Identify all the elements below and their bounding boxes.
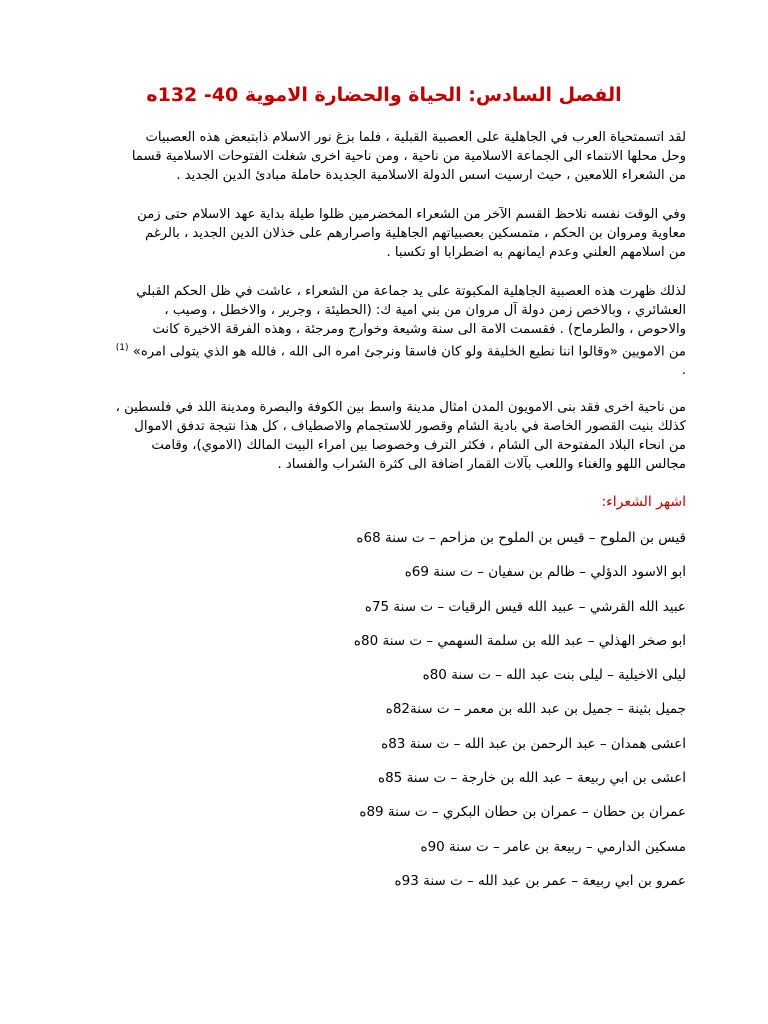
- chapter-title: الفصل السادس: الحياة والحضارة الاموية 40- 132ه: [146, 84, 622, 106]
- poets-list: [186, 530, 686, 907]
- poet-entry: مسكين الدارمي – ربيعة بن عامر – ت سنة 90ه: [420, 838, 686, 855]
- footnote-marker: (1): [115, 343, 129, 353]
- paragraph-line: وحل محلها الانتماء الى الجماعة الاسلامية من ناحية ، ومن ناحية اخرى شغلت الفتوحات الاسلامية قسما: [131, 149, 686, 164]
- poet-entry: عبيد الله القرشي – عبيد الله قيس الرقيات – ت سنة 75ه: [364, 598, 686, 615]
- paragraph-line: والاحوص ، والطرماح) . فقسمت الامة الى سنة وشيعة وخوارج ومرجئة ، وهذه الفرقة الاخيرة كانت: [152, 322, 686, 337]
- paragraph-line: من ناحية اخرى فقد بنى الامويون المدن امثال مدينة واسط بين الكوفة والبصرة ومدينة اللد في فلسطين ،: [115, 400, 686, 415]
- paragraph-cities: [76, 398, 686, 474]
- poet-entry: ابو صخر الهذلي – عبد الله بن سلمة السهمي – ت سنة 80ه: [353, 632, 686, 649]
- paragraph-line: كذلك بنيت القصور الخاصة في بادية الشام وقصور للاستجمام والاصطياف ، كل هذا نتيجة تدفق الاموال: [134, 419, 686, 434]
- poets-heading: اشهر الشعراء:: [601, 494, 686, 510]
- paragraph-line: من اسلامهم العلني وعدم ايمانهم به اضطرابا او تكسبا .: [386, 245, 686, 260]
- paragraph-line: العشائري ، وبالاخص زمن دولة آل مروان من بني امية ك: (الحطيئة ، وجرير ، والاخطل ، وصيب ،: [164, 303, 686, 318]
- paragraph-line: وفي الوقت نفسه نلاحظ القسم الآخر من الشعراء المخضرمين ظلوا طيلة بداية عهد الاسلام حتى زمن: [137, 207, 686, 222]
- poet-entry: قيس بن الملوح – قيس بن الملوح بن مزاحم – ت سنة 68ه: [356, 530, 686, 546]
- paragraph-intro: [76, 128, 686, 185]
- poet-entry: ابو الاسود الدؤلي – ظالم بن سفيان – ت سنة 69ه: [404, 564, 686, 581]
- poet-entry: عمران بن حطان – عمران بن حطان البكري – ت سنة 89ه: [359, 804, 686, 821]
- poet-entry: عمرو بن ابي ربيعة – عمر بن عبد الله – ت سنة 93ه: [394, 872, 686, 889]
- paragraph-line-text: من الامويين «وقالوا اننا نطيع الخليفة ولو كان فاسقا ونرجئ امره الى الله ، فالله هو الذي يتولى امره»: [132, 344, 686, 360]
- paragraph-line: لقد اتسمتحياة العرب في الجاهلية على العصبية القبلية ، فلما بزغ نور الاسلام ذابتبعض هذه العصبيات: [145, 130, 686, 145]
- paragraph-line: من انحاء البلاد المفتوحة الى الشام ، فكثر الترف وخصوصا بين امراء البيت المالك (الاموي)، وقامت: [151, 438, 686, 453]
- poet-entry: اعشى همدان – عبد الرحمن بن عبد الله – ت سنة 83ه: [381, 735, 686, 752]
- poet-entry: جميل بثينة – جميل بن عبد الله بن معمر – ت سنة82ه: [385, 701, 686, 718]
- paragraph-line: [76, 339, 686, 361]
- paragraph-line: .: [681, 363, 686, 379]
- paragraph-asabiyya: [76, 282, 686, 380]
- paragraph-mukhadramin: [76, 205, 686, 262]
- paragraph-line: معاوية ومروان بن الحكم ، متمسكين بعصبياتهم الجاهلية واصرارهم على خذلان الدين الجديد ، بالرغم: [145, 226, 686, 241]
- poet-entry: ليلى الاخيلية – ليلى بنت عبد الله – ت سنة 80ه: [422, 667, 686, 684]
- paragraph-line: من الشعراء اللامعين ، حيث ارسيت اسس الدولة الاسلامية الجديدة حاملة مبادئ الدين الجديد .: [176, 168, 686, 183]
- paragraph-line: لذلك ظهرت هذه العصبية الجاهلية المكبوتة على يد جماعة من الشعراء ، عاشت في ظل الحكم القبلي: [136, 284, 686, 299]
- poet-entry: اعشى بن ابي ربيعة – عبد الله بن خارجة – ت سنة 85ه: [378, 770, 686, 787]
- paragraph-line: مجالس اللهو والغناء واللعب بآلات القمار اضافة الى كثرة الشراب والفساد .: [277, 457, 686, 472]
